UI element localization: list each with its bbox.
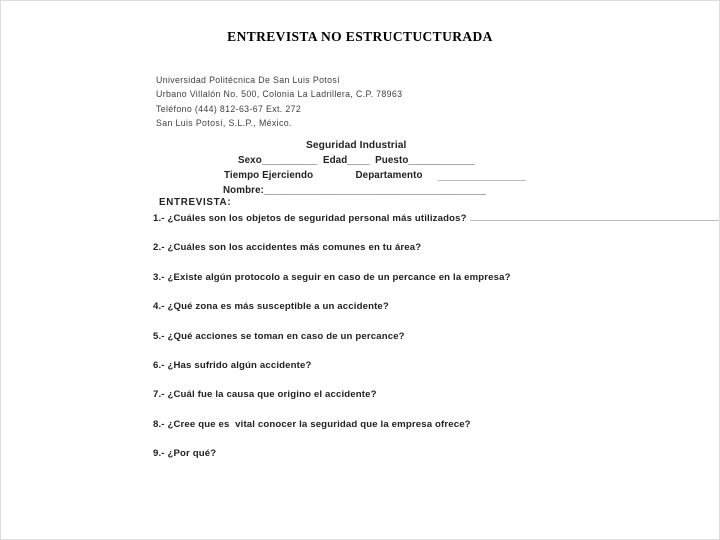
letterhead xyxy=(156,73,402,131)
question-text: 5.- ¿Qué acciones se toman en caso de un percance? xyxy=(153,330,405,342)
section-title: Seguridad Industrial xyxy=(306,140,407,151)
question-list xyxy=(153,213,711,478)
answer-line xyxy=(470,219,720,221)
page-title: ENTREVISTA NO ESTRUCTUCTURADA xyxy=(227,29,493,44)
question-item xyxy=(153,389,711,418)
interview-label: ENTREVISTA: xyxy=(159,197,232,208)
question-item xyxy=(153,213,711,242)
question-item xyxy=(153,419,711,448)
question-item xyxy=(153,272,711,301)
question-item xyxy=(153,448,711,477)
question-item xyxy=(153,242,711,271)
question-text: 1.- ¿Cuáles son los objetos de seguridad personal más utilizados? xyxy=(153,213,467,224)
question-item xyxy=(153,360,711,389)
question-text: 2.- ¿Cuáles son los accidentes más comunes en tu área? xyxy=(153,242,422,254)
question-text: 7.- ¿Cuál fue la causa que origino el accidente? xyxy=(153,389,377,401)
question-text: 6.- ¿Has sufrido algún accidente? xyxy=(153,359,312,371)
tenure-department-fields: Tiempo Ejerciendo Departamento xyxy=(224,170,423,181)
sex-age-position-fields: Sexo__________ Edad____ Puesto____________ xyxy=(238,155,475,166)
question-text: 9.- ¿Por qué? xyxy=(153,448,217,460)
question-text: 8.- ¿Cree que es vital conocer la seguridad que la empresa ofrece? xyxy=(153,418,471,430)
university-name-line: Universidad Politécnica De San Luis Potosí xyxy=(156,75,340,85)
department-answer-line xyxy=(438,179,526,181)
question-item xyxy=(153,301,711,330)
phone-line: Teléfono (444) 812-63-67 Ext. 272 xyxy=(156,103,302,114)
address-line: Urbano Villalón No. 500, Colonia La Ladrillera, C.P. 78963 xyxy=(156,89,403,100)
name-field: Nombre:________________________________________ xyxy=(223,185,486,196)
city-line: San Luis Potosí, S.L.P., México. xyxy=(156,118,292,129)
question-item xyxy=(153,331,711,360)
question-text: 3.- ¿Existe algún protocolo a seguir en caso de un percance en la empresa? xyxy=(153,271,511,283)
question-text: 4.- ¿Qué zona es más susceptible a un accidente? xyxy=(153,301,389,313)
